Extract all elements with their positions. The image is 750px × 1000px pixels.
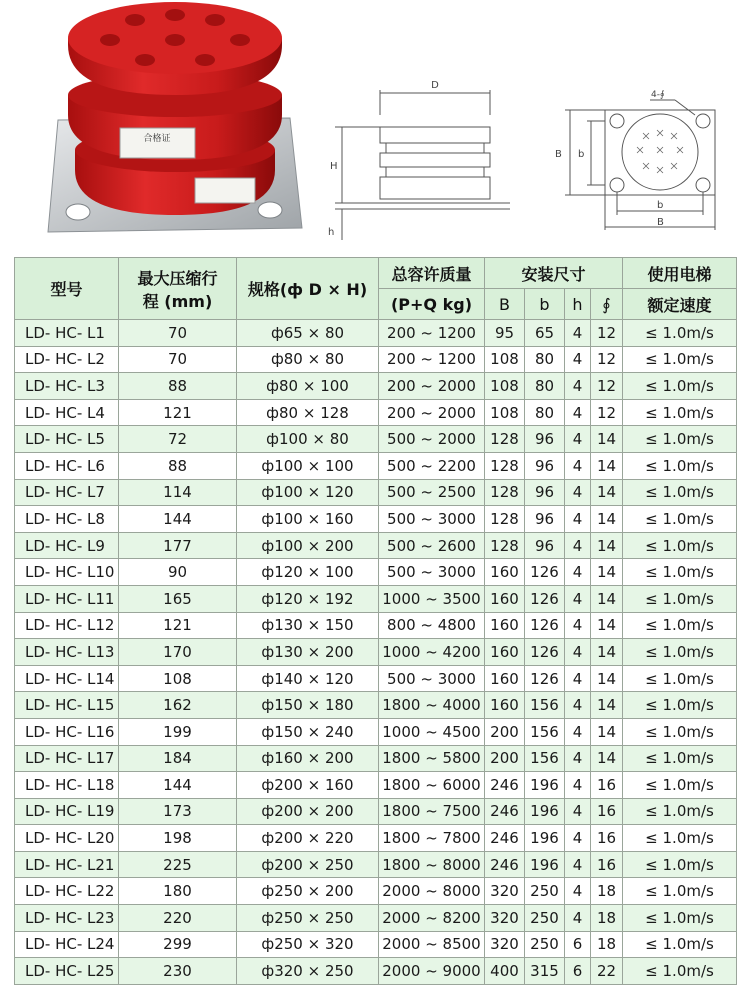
cell-model: LD- HC- L8 [15,506,119,533]
cell-stroke: 225 [119,851,237,878]
cell-speed: ≤ 1.0m/s [623,346,737,373]
cell-speed: ≤ 1.0m/s [623,320,737,347]
cell-h: 6 [565,958,591,985]
cell-B: 128 [485,426,525,453]
cell-h: 4 [565,639,591,666]
dim-b-vertical-label: b [578,149,585,160]
cell-b: 80 [525,346,565,373]
cell-B: 400 [485,958,525,985]
cell-model: LD- HC- L11 [15,585,119,612]
cell-model: LD- HC- L22 [15,878,119,905]
header-speed-line2: 额定速度 [623,289,737,320]
certificate-label: 合格证 [143,134,171,144]
cell-phi: 16 [591,798,623,825]
cell-h: 4 [565,373,591,400]
cell-spec: ф100 × 100 [237,452,379,479]
cell-B: 246 [485,851,525,878]
cell-phi: 18 [591,878,623,905]
dim-B-vertical-label: B [555,149,562,160]
cell-stroke: 170 [119,639,237,666]
table-row [15,426,737,453]
cell-phi: 18 [591,905,623,932]
table-row [15,373,737,400]
table-row [15,878,737,905]
cell-speed: ≤ 1.0m/s [623,585,737,612]
cell-B: 128 [485,532,525,559]
cell-stroke: 230 [119,958,237,985]
cell-stroke: 199 [119,718,237,745]
cell-speed: ≤ 1.0m/s [623,825,737,852]
cell-stroke: 198 [119,825,237,852]
cell-b: 315 [525,958,565,985]
cell-mass: 1000 ~ 3500 [379,585,485,612]
cell-b: 80 [525,373,565,400]
table-row [15,772,737,799]
cell-B: 200 [485,745,525,772]
cell-speed: ≤ 1.0m/s [623,452,737,479]
cell-spec: ф320 × 250 [237,958,379,985]
cell-b: 96 [525,479,565,506]
cell-B: 160 [485,692,525,719]
table-row [15,532,737,559]
cell-model: LD- HC- L4 [15,399,119,426]
cell-b: 250 [525,931,565,958]
cell-phi: 18 [591,931,623,958]
cell-mass: 800 ~ 4800 [379,612,485,639]
cell-h: 4 [565,798,591,825]
cell-h: 4 [565,506,591,533]
table-row [15,479,737,506]
cell-b: 96 [525,506,565,533]
cell-phi: 16 [591,825,623,852]
cell-model: LD- HC- L12 [15,612,119,639]
cell-spec: ф80 × 100 [237,373,379,400]
cell-speed: ≤ 1.0m/s [623,532,737,559]
cell-h: 4 [565,878,591,905]
header-stroke-line2: 程 (mm) [142,291,213,311]
cell-spec: ф200 × 200 [237,798,379,825]
cell-spec: ф200 × 250 [237,851,379,878]
cell-B: 160 [485,585,525,612]
cell-h: 4 [565,692,591,719]
cell-model: LD- HC- L20 [15,825,119,852]
header-spec: 规格(ф D × H) [237,258,379,320]
cell-h: 4 [565,426,591,453]
cell-phi: 12 [591,373,623,400]
cell-model: LD- HC- L2 [15,346,119,373]
cell-stroke: 184 [119,745,237,772]
cell-stroke: 299 [119,931,237,958]
dim-b-horizontal-label: b [657,200,664,211]
cell-stroke: 121 [119,612,237,639]
spec-table [14,257,737,985]
header-mass-line1: 总容许质量 [379,258,485,289]
cell-b: 250 [525,905,565,932]
cell-mass: 1800 ~ 6000 [379,772,485,799]
top-view-drawing [545,85,745,235]
dim-h-label: H [330,161,338,172]
cell-phi: 14 [591,612,623,639]
cell-mass: 500 ~ 3000 [379,506,485,533]
product-header [0,0,750,255]
cell-b: 96 [525,452,565,479]
table-row [15,639,737,666]
cell-mass: 200 ~ 1200 [379,320,485,347]
cell-mass: 200 ~ 2000 [379,399,485,426]
cell-mass: 500 ~ 3000 [379,665,485,692]
cell-model: LD- HC- L14 [15,665,119,692]
cell-model: LD- HC- L9 [15,532,119,559]
cell-model: LD- HC- L5 [15,426,119,453]
cell-B: 128 [485,479,525,506]
cell-stroke: 70 [119,346,237,373]
cell-stroke: 144 [119,772,237,799]
cell-stroke: 88 [119,452,237,479]
cell-B: 108 [485,346,525,373]
cell-spec: ф80 × 128 [237,399,379,426]
cell-h: 4 [565,905,591,932]
cell-b: 126 [525,559,565,586]
cell-mass: 1800 ~ 7800 [379,825,485,852]
cell-speed: ≤ 1.0m/s [623,905,737,932]
cell-mass: 2000 ~ 8200 [379,905,485,932]
cell-b: 250 [525,878,565,905]
header-speed-line1: 使用电梯 [623,258,737,289]
cell-mass: 500 ~ 2500 [379,479,485,506]
cell-speed: ≤ 1.0m/s [623,718,737,745]
cell-spec: ф80 × 80 [237,346,379,373]
cell-h: 4 [565,399,591,426]
cell-phi: 22 [591,958,623,985]
cell-mass: 500 ~ 2000 [379,426,485,453]
cell-stroke: 220 [119,905,237,932]
cell-h: 4 [565,559,591,586]
cell-spec: ф100 × 160 [237,506,379,533]
table-row [15,825,737,852]
cell-spec: ф100 × 120 [237,479,379,506]
cell-model: LD- HC- L15 [15,692,119,719]
cell-stroke: 165 [119,585,237,612]
header-stroke [119,258,237,320]
cell-stroke: 177 [119,532,237,559]
cell-stroke: 108 [119,665,237,692]
cell-B: 108 [485,373,525,400]
cell-phi: 12 [591,346,623,373]
cell-b: 196 [525,772,565,799]
cell-model: LD- HC- L24 [15,931,119,958]
cell-mass: 200 ~ 2000 [379,373,485,400]
cell-model: LD- HC- L6 [15,452,119,479]
table-row [15,718,737,745]
cell-phi: 12 [591,399,623,426]
cell-phi: 14 [591,718,623,745]
cell-b: 126 [525,585,565,612]
cell-mass: 1000 ~ 4500 [379,718,485,745]
header-install: 安装尺寸 [485,258,623,289]
header-sub-b: b [525,289,565,320]
cell-phi: 14 [591,745,623,772]
header-sub-phi: ∮ [591,289,623,320]
cell-B: 160 [485,559,525,586]
cell-stroke: 114 [119,479,237,506]
cell-B: 320 [485,878,525,905]
cell-stroke: 180 [119,878,237,905]
table-row [15,346,737,373]
cell-stroke: 88 [119,373,237,400]
cell-mass: 500 ~ 2600 [379,532,485,559]
cell-h: 4 [565,452,591,479]
cell-b: 96 [525,532,565,559]
dim-holes-label: 4-∮ [651,90,665,100]
cell-stroke: 162 [119,692,237,719]
cell-b: 196 [525,851,565,878]
table-row [15,559,737,586]
cell-stroke: 90 [119,559,237,586]
header-sub-h: h [565,289,591,320]
cell-speed: ≤ 1.0m/s [623,798,737,825]
cell-phi: 14 [591,692,623,719]
cell-b: 65 [525,320,565,347]
cell-B: 320 [485,931,525,958]
cell-speed: ≤ 1.0m/s [623,665,737,692]
cell-model: LD- HC- L25 [15,958,119,985]
cell-B: 160 [485,612,525,639]
cell-phi: 14 [591,532,623,559]
cell-b: 96 [525,426,565,453]
table-row [15,798,737,825]
cell-phi: 16 [591,851,623,878]
cell-speed: ≤ 1.0m/s [623,559,737,586]
cell-phi: 14 [591,426,623,453]
cell-phi: 12 [591,320,623,347]
table-row [15,958,737,985]
table-row [15,665,737,692]
cell-model: LD- HC- L23 [15,905,119,932]
cell-h: 4 [565,772,591,799]
dim-d-label: D [431,80,439,91]
cell-h: 4 [565,718,591,745]
cell-speed: ≤ 1.0m/s [623,851,737,878]
cell-speed: ≤ 1.0m/s [623,399,737,426]
header-mass-line2: (P+Q kg) [379,289,485,320]
cell-phi: 14 [591,585,623,612]
cell-speed: ≤ 1.0m/s [623,373,737,400]
cell-model: LD- HC- L18 [15,772,119,799]
cell-spec: ф120 × 192 [237,585,379,612]
cell-speed: ≤ 1.0m/s [623,958,737,985]
cell-stroke: 173 [119,798,237,825]
cell-mass: 1800 ~ 4000 [379,692,485,719]
cell-spec: ф150 × 240 [237,718,379,745]
cell-speed: ≤ 1.0m/s [623,745,737,772]
cell-stroke: 72 [119,426,237,453]
cell-spec: ф130 × 150 [237,612,379,639]
cell-B: 246 [485,772,525,799]
cell-B: 108 [485,399,525,426]
cell-B: 246 [485,825,525,852]
cell-b: 196 [525,825,565,852]
table-row [15,745,737,772]
cell-B: 128 [485,506,525,533]
cell-phi: 14 [591,559,623,586]
cell-h: 4 [565,665,591,692]
cell-B: 128 [485,452,525,479]
cell-speed: ≤ 1.0m/s [623,506,737,533]
cell-B: 160 [485,665,525,692]
table-row [15,452,737,479]
cell-h: 4 [565,825,591,852]
cell-phi: 14 [591,506,623,533]
cell-spec: ф250 × 250 [237,905,379,932]
cell-mass: 1800 ~ 7500 [379,798,485,825]
cell-model: LD- HC- L13 [15,639,119,666]
cell-h: 6 [565,931,591,958]
cell-b: 196 [525,798,565,825]
cell-b: 126 [525,665,565,692]
cell-spec: ф250 × 320 [237,931,379,958]
cell-model: LD- HC- L16 [15,718,119,745]
header-sub-B: B [485,289,525,320]
cell-speed: ≤ 1.0m/s [623,878,737,905]
cell-model: LD- HC- L7 [15,479,119,506]
table-row [15,692,737,719]
cell-spec: ф130 × 200 [237,639,379,666]
cell-b: 156 [525,745,565,772]
cell-speed: ≤ 1.0m/s [623,692,737,719]
cell-spec: ф200 × 160 [237,772,379,799]
cell-model: LD- HC- L10 [15,559,119,586]
cell-stroke: 144 [119,506,237,533]
cell-h: 4 [565,320,591,347]
table-row [15,905,737,932]
table-row [15,399,737,426]
cell-spec: ф65 × 80 [237,320,379,347]
cell-h: 4 [565,479,591,506]
cell-phi: 16 [591,772,623,799]
cell-spec: ф100 × 80 [237,426,379,453]
cell-mass: 2000 ~ 8000 [379,878,485,905]
table-row [15,320,737,347]
cell-mass: 200 ~ 1200 [379,346,485,373]
cell-speed: ≤ 1.0m/s [623,772,737,799]
cell-phi: 14 [591,479,623,506]
cell-mass: 1800 ~ 5800 [379,745,485,772]
table-row [15,585,737,612]
cell-model: LD- HC- L17 [15,745,119,772]
table-row [15,506,737,533]
cell-mass: 500 ~ 2200 [379,452,485,479]
cell-mass: 500 ~ 3000 [379,559,485,586]
cell-spec: ф100 × 200 [237,532,379,559]
cell-stroke: 70 [119,320,237,347]
cell-stroke: 121 [119,399,237,426]
table-row [15,931,737,958]
cell-model: LD- HC- L1 [15,320,119,347]
cell-b: 156 [525,718,565,745]
cell-h: 4 [565,585,591,612]
cell-spec: ф150 × 180 [237,692,379,719]
cell-speed: ≤ 1.0m/s [623,479,737,506]
cell-speed: ≤ 1.0m/s [623,639,737,666]
cell-B: 200 [485,718,525,745]
cell-mass: 1800 ~ 8000 [379,851,485,878]
cell-h: 4 [565,851,591,878]
cell-mass: 2000 ~ 9000 [379,958,485,985]
cell-speed: ≤ 1.0m/s [623,612,737,639]
cell-spec: ф120 × 100 [237,559,379,586]
cell-model: LD- HC- L21 [15,851,119,878]
dim-B-horizontal-label: B [657,217,664,228]
cell-phi: 14 [591,639,623,666]
cell-b: 126 [525,612,565,639]
table-row [15,851,737,878]
cell-B: 95 [485,320,525,347]
cell-b: 156 [525,692,565,719]
cell-B: 246 [485,798,525,825]
cell-speed: ≤ 1.0m/s [623,426,737,453]
cell-phi: 14 [591,452,623,479]
cell-mass: 1000 ~ 4200 [379,639,485,666]
cell-spec: ф160 × 200 [237,745,379,772]
cell-model: LD- HC- L3 [15,373,119,400]
cell-mass: 2000 ~ 8500 [379,931,485,958]
cell-phi: 14 [591,665,623,692]
header-model: 型号 [15,258,119,320]
cell-B: 320 [485,905,525,932]
cell-b: 126 [525,639,565,666]
cell-spec: ф140 × 120 [237,665,379,692]
table-row [15,612,737,639]
cell-spec: ф250 × 200 [237,878,379,905]
cell-b: 80 [525,399,565,426]
cell-h: 4 [565,612,591,639]
cell-h: 4 [565,532,591,559]
cell-h: 4 [565,346,591,373]
cell-speed: ≤ 1.0m/s [623,931,737,958]
dim-small-h-label: h [328,227,335,238]
side-view-drawing [320,75,520,245]
buffer-photo [40,0,310,255]
cell-B: 160 [485,639,525,666]
cell-spec: ф200 × 220 [237,825,379,852]
header-stroke-line1: 最大压缩行 [137,268,218,288]
cell-h: 4 [565,745,591,772]
cell-model: LD- HC- L19 [15,798,119,825]
